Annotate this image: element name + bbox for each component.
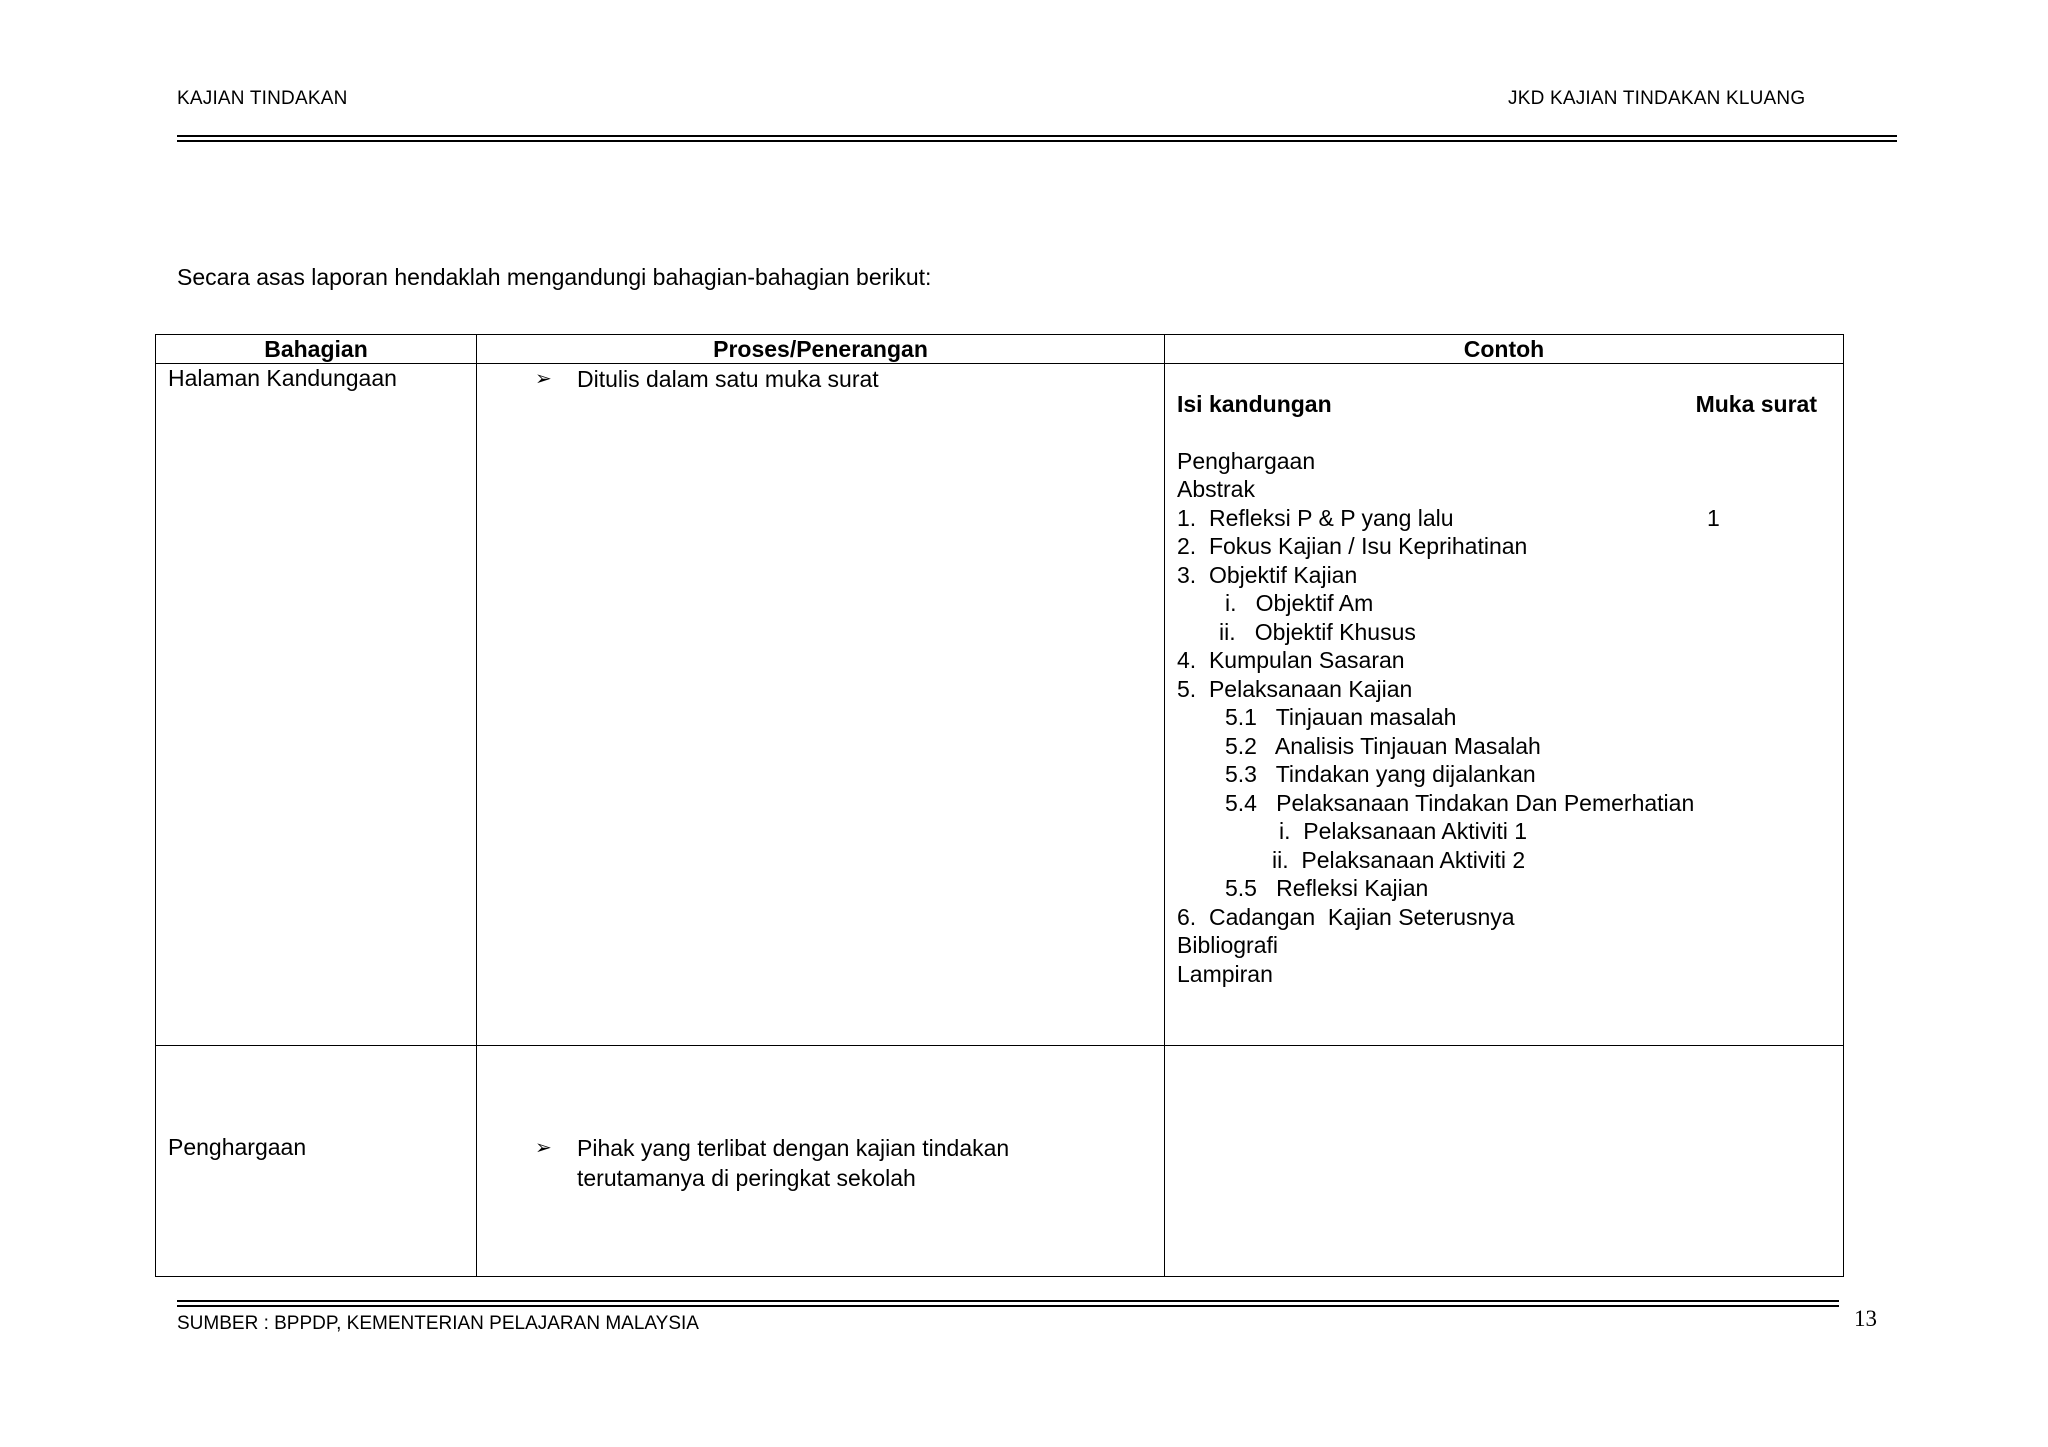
process-cell bbox=[477, 364, 1165, 1046]
table-header-row bbox=[156, 335, 1844, 364]
toc-subitem: 5.2 Analisis Tinjauan Masalah bbox=[1225, 732, 1541, 759]
intro-text: Secara asas laporan hendaklah mengandungi bahagian-bahagian berikut: bbox=[177, 264, 932, 290]
header-right: JKD KAJIAN TINDAKAN KLUANG bbox=[1508, 88, 1806, 109]
example-cell bbox=[1165, 1046, 1844, 1277]
column-header-proses: Proses/Penerangan bbox=[477, 335, 1165, 364]
column-header-contoh: Contoh bbox=[1165, 335, 1844, 364]
toc-subitem: 5.3 Tindakan yang dijalankan bbox=[1225, 761, 1536, 787]
toc-item: 4. Kumpulan Sasaran bbox=[1177, 647, 1405, 673]
table-row bbox=[156, 364, 1844, 1046]
page-number: 13 bbox=[1854, 1306, 1877, 1331]
toc-subsubitem: i. Pelaksanaan Aktiviti 1 bbox=[1279, 818, 1528, 844]
list-item bbox=[477, 364, 1164, 394]
section-name: Halaman Kandungaan bbox=[168, 365, 397, 391]
toc-item: Abstrak bbox=[1177, 476, 1255, 502]
toc-item: Lampiran bbox=[1177, 960, 1273, 987]
toc-subitem: i. Objektif Am bbox=[1225, 590, 1374, 616]
toc-item-text: 1. Refleksi P & P yang lalu bbox=[1177, 504, 1454, 531]
toc-item: 5. Pelaksanaan Kajian bbox=[1177, 675, 1413, 702]
toc-subitem: 5.5 Refleksi Kajian bbox=[1225, 875, 1429, 901]
toc-item: 6. Cadangan Kajian Seterusnya bbox=[1177, 903, 1515, 930]
example-cell bbox=[1165, 364, 1844, 1046]
section-name: Penghargaan bbox=[168, 1134, 307, 1160]
footer-rule bbox=[177, 1305, 1839, 1307]
toc-subsubitem: ii. Pelaksanaan Aktiviti 2 bbox=[1272, 846, 1526, 873]
bullet-text-line: Pihak yang terlibat dengan kajian tindakan bbox=[577, 1135, 1010, 1161]
toc-item: Penghargaan bbox=[1177, 447, 1316, 474]
header-rule bbox=[177, 135, 1897, 137]
list-item bbox=[477, 1046, 1164, 1193]
column-header-bahagian: Bahagian bbox=[156, 335, 477, 364]
toc-subitem: 5.4 Pelaksanaan Tindakan Dan Pemerhatian bbox=[1225, 789, 1695, 816]
table-row bbox=[156, 1046, 1844, 1277]
toc-item bbox=[1177, 504, 1817, 533]
footer-rule bbox=[177, 1300, 1839, 1302]
footer-source: SUMBER : BPPDP, KEMENTERIAN PELAJARAN MALAYSIA bbox=[177, 1313, 699, 1334]
process-cell bbox=[477, 1046, 1165, 1277]
arrow-bullet-icon: ➢ bbox=[535, 1137, 552, 1159]
table-of-contents-example bbox=[1165, 364, 1843, 988]
toc-heading-right: Muka surat bbox=[1695, 391, 1817, 417]
toc-subitem: ii. Objektif Khusus bbox=[1219, 618, 1416, 645]
toc-heading-left: Isi kandungan bbox=[1177, 391, 1332, 417]
bullet-text-line: terutamanya di peringkat sekolah bbox=[577, 1165, 916, 1191]
toc-item: 2. Fokus Kajian / Isu Keprihatinan bbox=[1177, 533, 1528, 559]
bullet-text: Ditulis dalam satu muka surat bbox=[577, 366, 879, 392]
toc-page-number: 1 bbox=[1707, 504, 1720, 531]
arrow-bullet-icon: ➢ bbox=[535, 368, 552, 390]
section-cell bbox=[156, 1046, 477, 1277]
report-sections-table bbox=[155, 334, 1844, 1277]
header-left: KAJIAN TINDAKAN bbox=[177, 88, 348, 109]
toc-heading bbox=[1177, 390, 1817, 419]
header-rule bbox=[177, 140, 1897, 142]
bullet-text bbox=[577, 1133, 1009, 1193]
toc-item: 3. Objektif Kajian bbox=[1177, 561, 1358, 588]
section-cell bbox=[156, 364, 477, 1046]
toc-item: Bibliografi bbox=[1177, 932, 1278, 958]
toc-subitem: 5.1 Tinjauan masalah bbox=[1225, 704, 1457, 730]
